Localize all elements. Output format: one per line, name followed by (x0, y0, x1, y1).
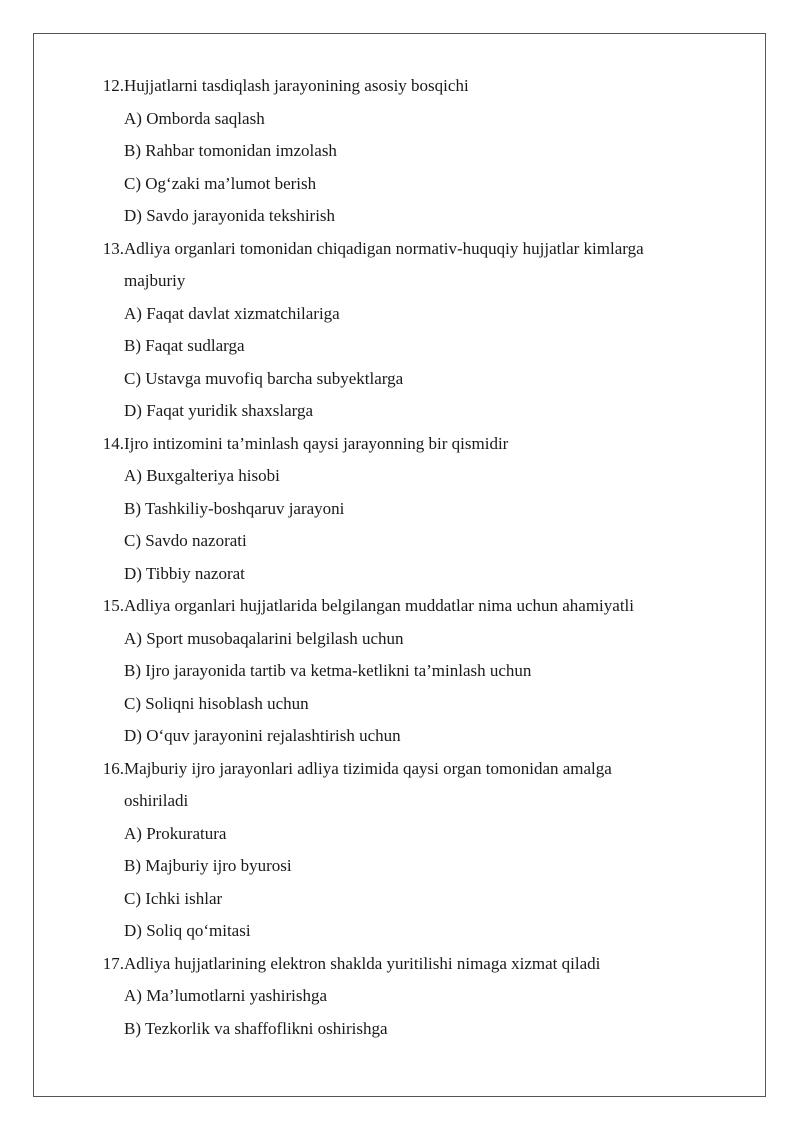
answer-option: B) Ijro jarayonida tartib va ketma-ketlikni ta’minlash uchun (124, 661, 532, 680)
question-text: Adliya hujjatlarining elektron shaklda yuritilishi nimaga xizmat qiladi (124, 953, 601, 973)
answer-option: D) Soliq qo‘mitasi (124, 921, 251, 940)
answer-option: A) Prokuratura (124, 823, 227, 843)
answer-option: B) Faqat sudlarga (124, 336, 245, 355)
question-block (0, 753, 800, 948)
answer-option: A) Faqat davlat xizmatchilariga (124, 303, 340, 323)
answer-option: D) Savdo jarayonida tekshirish (124, 206, 336, 225)
question-number: 13. (102, 238, 124, 258)
answer-option: B) Majburiy ijro byurosi (124, 856, 292, 875)
question-block (0, 233, 800, 428)
answer-option: A) Ma’lumotlarni yashirishga (124, 986, 328, 1005)
question-block (0, 590, 800, 753)
answer-option: D) O‘quv jarayonini rejalashtirish uchun (124, 726, 401, 745)
question-line (0, 948, 800, 981)
answer-option: A) Sport musobaqalarini belgilash uchun (124, 628, 404, 648)
answer-option: A) Buxgalteriya hisobi (124, 466, 280, 485)
question-line (0, 428, 800, 461)
answer-option: C) Soliqni hisoblash uchun (124, 693, 309, 713)
question-text: Adliya organlari tomonidan chiqadigan normativ-huquqiy hujjatlar kimlarga (124, 238, 644, 258)
answer-option: D) Faqat yuridik shaxslarga (124, 401, 314, 420)
question-text-continued: majburiy (124, 271, 186, 290)
question-text: Adliya organlari hujjatlarida belgilangan muddatlar nima uchun ahamiyatli (124, 596, 634, 615)
answer-option: B) Tezkorlik va shaffoflikni oshirishga (124, 1018, 388, 1038)
question-number: 15. (102, 596, 124, 615)
answer-option: B) Tashkiliy-boshqaruv jarayoni (124, 498, 345, 518)
question-text: Hujjatlarni tasdiqlash jarayonining asosiy bosqichi (124, 76, 469, 95)
question-line (0, 590, 800, 623)
answer-option: C) Savdo nazorati (124, 531, 247, 550)
question-line (0, 233, 800, 266)
question-block (0, 948, 800, 1046)
question-line (0, 70, 800, 103)
question-number: 12. (102, 76, 124, 95)
question-text-continued: oshiriladi (124, 791, 189, 810)
answer-option: C) Ichki ishlar (124, 888, 223, 908)
answer-option: B) Rahbar tomonidan imzolash (124, 141, 337, 160)
answer-option: C) Og‘zaki ma’lumot berish (124, 173, 317, 193)
question-number: 17. (102, 953, 124, 973)
question-line (0, 753, 800, 786)
question-number: 14. (102, 433, 124, 453)
question-text: Ijro intizomini ta’minlash qaysi jarayonning bir qismidir (124, 433, 509, 453)
answer-option: A) Omborda saqlash (124, 108, 265, 128)
answer-option: C) Ustavga muvofiq barcha subyektlarga (124, 368, 404, 388)
question-block (0, 428, 800, 591)
question-text: Majburiy ijro jarayonlari adliya tizimida qaysi organ tomonidan amalga (124, 758, 612, 778)
question-list (0, 70, 800, 1045)
question-block (0, 70, 800, 233)
question-number: 16. (102, 758, 124, 778)
answer-option: D) Tibbiy nazorat (124, 563, 245, 583)
